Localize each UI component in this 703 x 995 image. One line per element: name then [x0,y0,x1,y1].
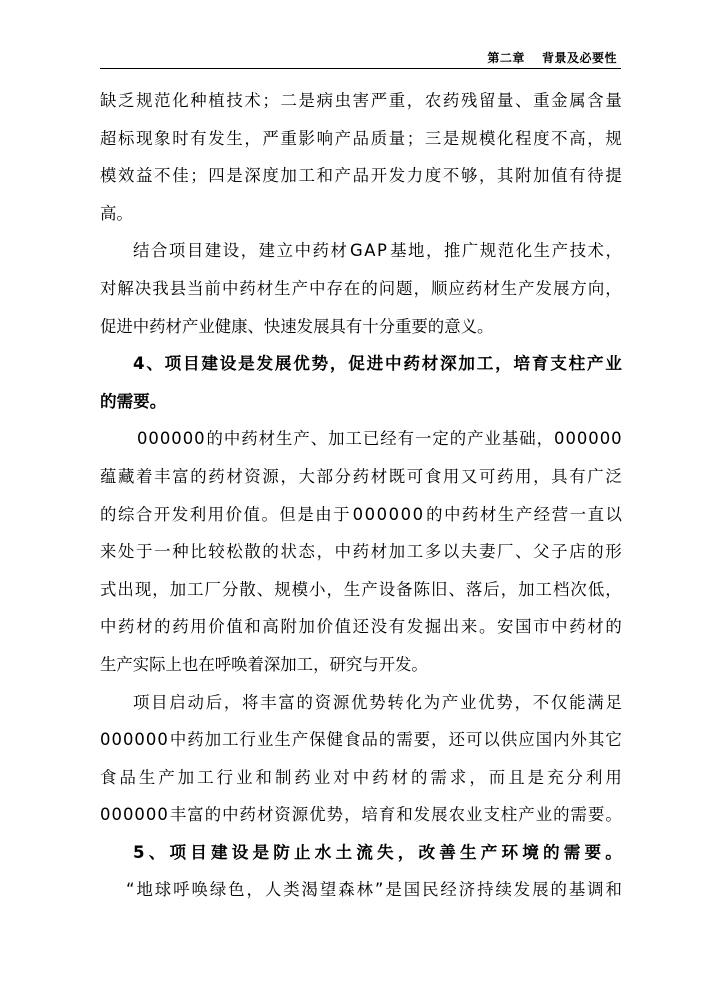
text-line: 缺 乏 规 范 化 种 植 技 术 ； 二 是 病 虫 害 严 重 ， 农 药 残 留 量 、 重 金 属 含 量 [100,91,622,110]
text-line: 的 综 合 开 发 利 用 价 值 。 但 是 由 于 0 0 0 0 0 0 的 中 药 材 生 产 经 营 一 直 以 [100,504,622,524]
text-line: 项 目 启 动 后 ， 将 丰 富 的 资 源 优 势 转 化 为 产 业 优 势 ， 不 仅 能 满 足 [133,692,622,712]
section-heading: 的需要。 [100,391,167,411]
text-line: 超 标 现 象 时 有 发 生 ， 严 重 影 响 产 品 质 量 ； 三 是 规 模 化 程 度 不 高 ， 规 [100,128,622,148]
document-body [100,82,622,909]
text-line: 0 0 0 0 0 0 丰 富 的 中 药 材 资 源 优 势 ， 培 育 和 发 展 农 业 支 柱 产 业 的 需 要 。 [100,805,622,825]
text-line: 促进中药材产业健康、快速发展具有十分重要的意义。 [100,316,494,336]
text-line: 0 0 0 0 0 0 中 药 加 工 行 业 生 产 保 健 食 品 的 需 要 ， 还 可 以 供 应 国 内 外 其 它 [100,730,622,750]
text-line: 食 品 生 产 加 工 行 业 和 制 药 业 对 中 药 材 的 需 求 ， 而 且 是 充 分 利 用 [100,767,622,787]
section-heading: 5 、 项 目 建 设 是 防 止 水 土 流 失 ， 改 善 生 产 环 境 的 需 要 。 [133,842,622,862]
text-line: 结 合 项 目 建 设 ， 建 立 中 药 材 G A P 基 地 ， 推 广 规 范 化 生 产 技 术 ， [133,241,622,261]
text-line: 高。 [100,203,133,223]
text-line: 蕴 藏 着 丰 富 的 药 材 资 源 ， 大 部 分 药 材 既 可 食 用 又 可 药 用 ， 具 有 广 泛 [100,466,622,486]
text-line: 0 0 0 0 0 0 的 中 药 材 生 产 、 加 工 已 经 有 一 定 的 产 业 基 础 ， 0 0 0 0 0 0 [137,429,622,449]
text-line: 对 解 决 我 县 当 前 中 药 材 生 产 中 存 在 的 问 题 ， 顺 应 药 材 生 产 发 展 方 向 ， [100,278,622,298]
text-line: 来 处 于 一 种 比 较 松 散 的 状 态 ， 中 药 材 加 工 多 以 夫 妻 厂 、 父 子 店 的 形 [100,542,622,562]
chapter-title: 第二章 背景及必要性 [487,51,617,65]
text-line: 模 效 益 不 佳 ； 四 是 深 度 加 工 和 产 品 开 发 力 度 不 够 ， 其 附 加 值 有 待 提 [100,166,622,186]
text-line: 中 药 材 的 药 用 价 值 和 高 附 加 价 值 还 没 有 发 掘 出 来 。 安 国 市 中 药 材 的 [100,617,622,637]
text-line: 式 出 现 ， 加 工 厂 分 散 、 规 模 小 ， 生 产 设 备 陈 旧 、 落 后 ， 加 工 档 次 低 ， [100,579,622,599]
text-line: “ 地 球 呼 唤 绿 色 ， 人 类 渴 望 森 林 ” 是 国 民 经 济 持 续 发 展 的 基 调 和 [126,880,622,900]
text-line: 生产实际上也在呼唤着深加工，研究与开发。 [100,654,428,674]
section-heading: 4 、 项 目 建 设 是 发 展 优 势 ， 促 进 中 药 材 深 加 工 ， 培 育 支 柱 产 业 [133,354,622,374]
page-header [100,46,621,69]
